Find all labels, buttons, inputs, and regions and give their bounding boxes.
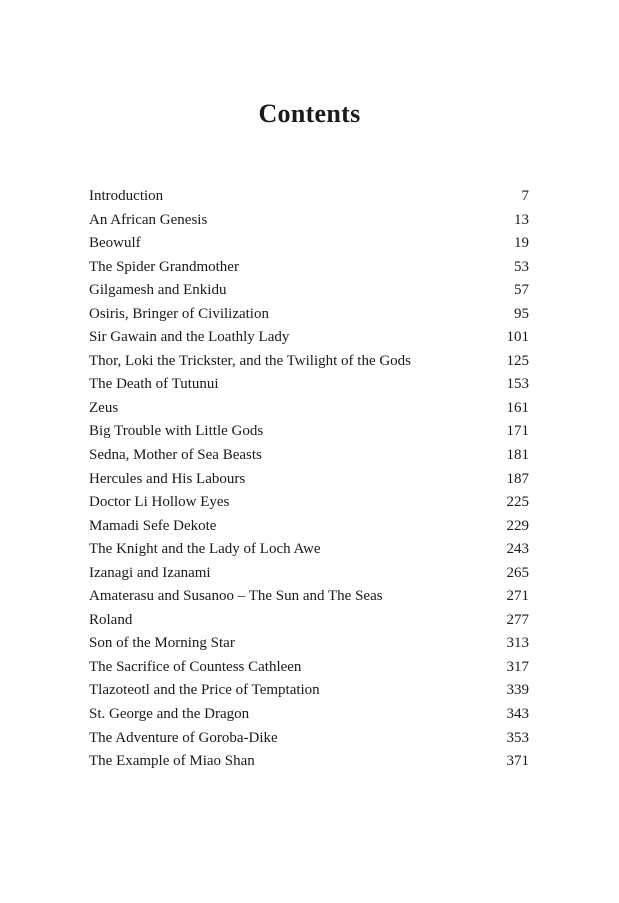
toc-entry [89, 256, 529, 280]
toc-entry-title: Gilgamesh and Enkidu [89, 282, 227, 299]
toc-entry-title: The Example of Miao Shan [89, 753, 255, 770]
toc-entry-page-number: 271 [506, 588, 529, 605]
toc-entry [89, 491, 529, 515]
toc-entry-title: Roland [89, 611, 133, 628]
toc-entry-title: Beowulf [89, 235, 141, 252]
toc-entry [89, 232, 529, 256]
toc-entry-title: Big Trouble with Little Gods [89, 423, 264, 440]
toc-entry-page-number: 125 [506, 352, 529, 369]
toc-entry [89, 420, 529, 444]
toc-entry-title: An African Genesis [89, 211, 208, 228]
toc-entry-page-number: 229 [506, 517, 529, 534]
toc-entry [89, 750, 529, 774]
toc-entry [89, 679, 529, 703]
toc-entry-page-number: 101 [506, 329, 529, 346]
toc-entry-title: Introduction [89, 188, 164, 204]
toc-entry-title: The Adventure of Goroba-Dike [89, 729, 278, 746]
toc-entry-page-number: 13 [514, 211, 529, 228]
toc-entry-page-number: 19 [514, 235, 529, 252]
toc-entry-page-number: 277 [506, 611, 529, 628]
toc-entry-title: Osiris, Bringer of Civilization [89, 305, 269, 322]
toc-entry-page-number: 53 [514, 258, 529, 275]
toc-entry [89, 185, 529, 209]
toc-entry-title: Son of the Morning Star [89, 635, 235, 652]
toc-entry-title: Tlazoteotl and the Price of Temptation [89, 682, 320, 699]
toc-entry-title: St. George and the Dragon [89, 706, 250, 723]
toc-entry-title: Mamadi Sefe Dekote [89, 517, 217, 534]
toc-entry-title: Amaterasu and Susanoo – The Sun and The Seas [89, 588, 383, 605]
toc-entry-page-number: 343 [506, 706, 529, 723]
toc-entry [89, 562, 529, 586]
toc-entry-title: Thor, Loki the Trickster, and the Twilight of the Gods [89, 352, 412, 369]
toc-entry [89, 397, 529, 421]
toc-entry-title: Zeus [89, 399, 119, 416]
toc-entry [89, 373, 529, 397]
toc-entry-page-number: 371 [506, 753, 529, 770]
toc-entry-title: Doctor Li Hollow Eyes [89, 494, 230, 511]
toc-entry-title: Hercules and His Labours [89, 470, 246, 487]
toc-entry-page-number: 7 [521, 188, 529, 204]
toc-entry [89, 538, 529, 562]
toc-entry [89, 209, 529, 233]
toc-entry-title: Izanagi and Izanami [89, 564, 211, 581]
toc-entry-title: The Sacrifice of Countess Cathleen [89, 658, 302, 675]
toc-entry-title: Sedna, Mother of Sea Beasts [89, 447, 262, 464]
toc-entry [89, 585, 529, 609]
toc-entry-page-number: 339 [506, 682, 529, 699]
toc-entry-page-number: 57 [514, 282, 529, 299]
toc-entry [89, 656, 529, 680]
toc-entry [89, 609, 529, 633]
toc-entry-page-number: 95 [514, 305, 529, 322]
toc-entry-page-number: 187 [506, 470, 529, 487]
toc-entry-page-number: 171 [506, 423, 529, 440]
toc-entry [89, 515, 529, 539]
table-of-contents [89, 185, 529, 774]
page-title: Contents [258, 99, 361, 129]
toc-entry [89, 326, 529, 350]
toc-entry-page-number: 265 [506, 564, 529, 581]
toc-entry-page-number: 313 [506, 635, 529, 652]
toc-entry [89, 468, 529, 492]
toc-entry [89, 703, 529, 727]
toc-entry-page-number: 181 [506, 447, 529, 464]
toc-entry-title: The Death of Tutunui [89, 376, 219, 393]
toc-entry-page-number: 153 [506, 376, 529, 393]
toc-entry [89, 303, 529, 327]
toc-entry [89, 279, 529, 303]
toc-entry [89, 727, 529, 751]
toc-entry-page-number: 353 [506, 729, 529, 746]
toc-entry-page-number: 225 [506, 494, 529, 511]
toc-entry [89, 632, 529, 656]
toc-entry-page-number: 161 [506, 399, 529, 416]
toc-entry-title: Sir Gawain and the Loathly Lady [89, 329, 290, 346]
toc-entry-title: The Knight and the Lady of Loch Awe [89, 541, 321, 558]
toc-entry-page-number: 243 [506, 541, 529, 558]
toc-entry [89, 444, 529, 468]
toc-entry-title: The Spider Grandmother [89, 258, 239, 275]
toc-entry-page-number: 317 [506, 658, 529, 675]
toc-entry [89, 350, 529, 374]
